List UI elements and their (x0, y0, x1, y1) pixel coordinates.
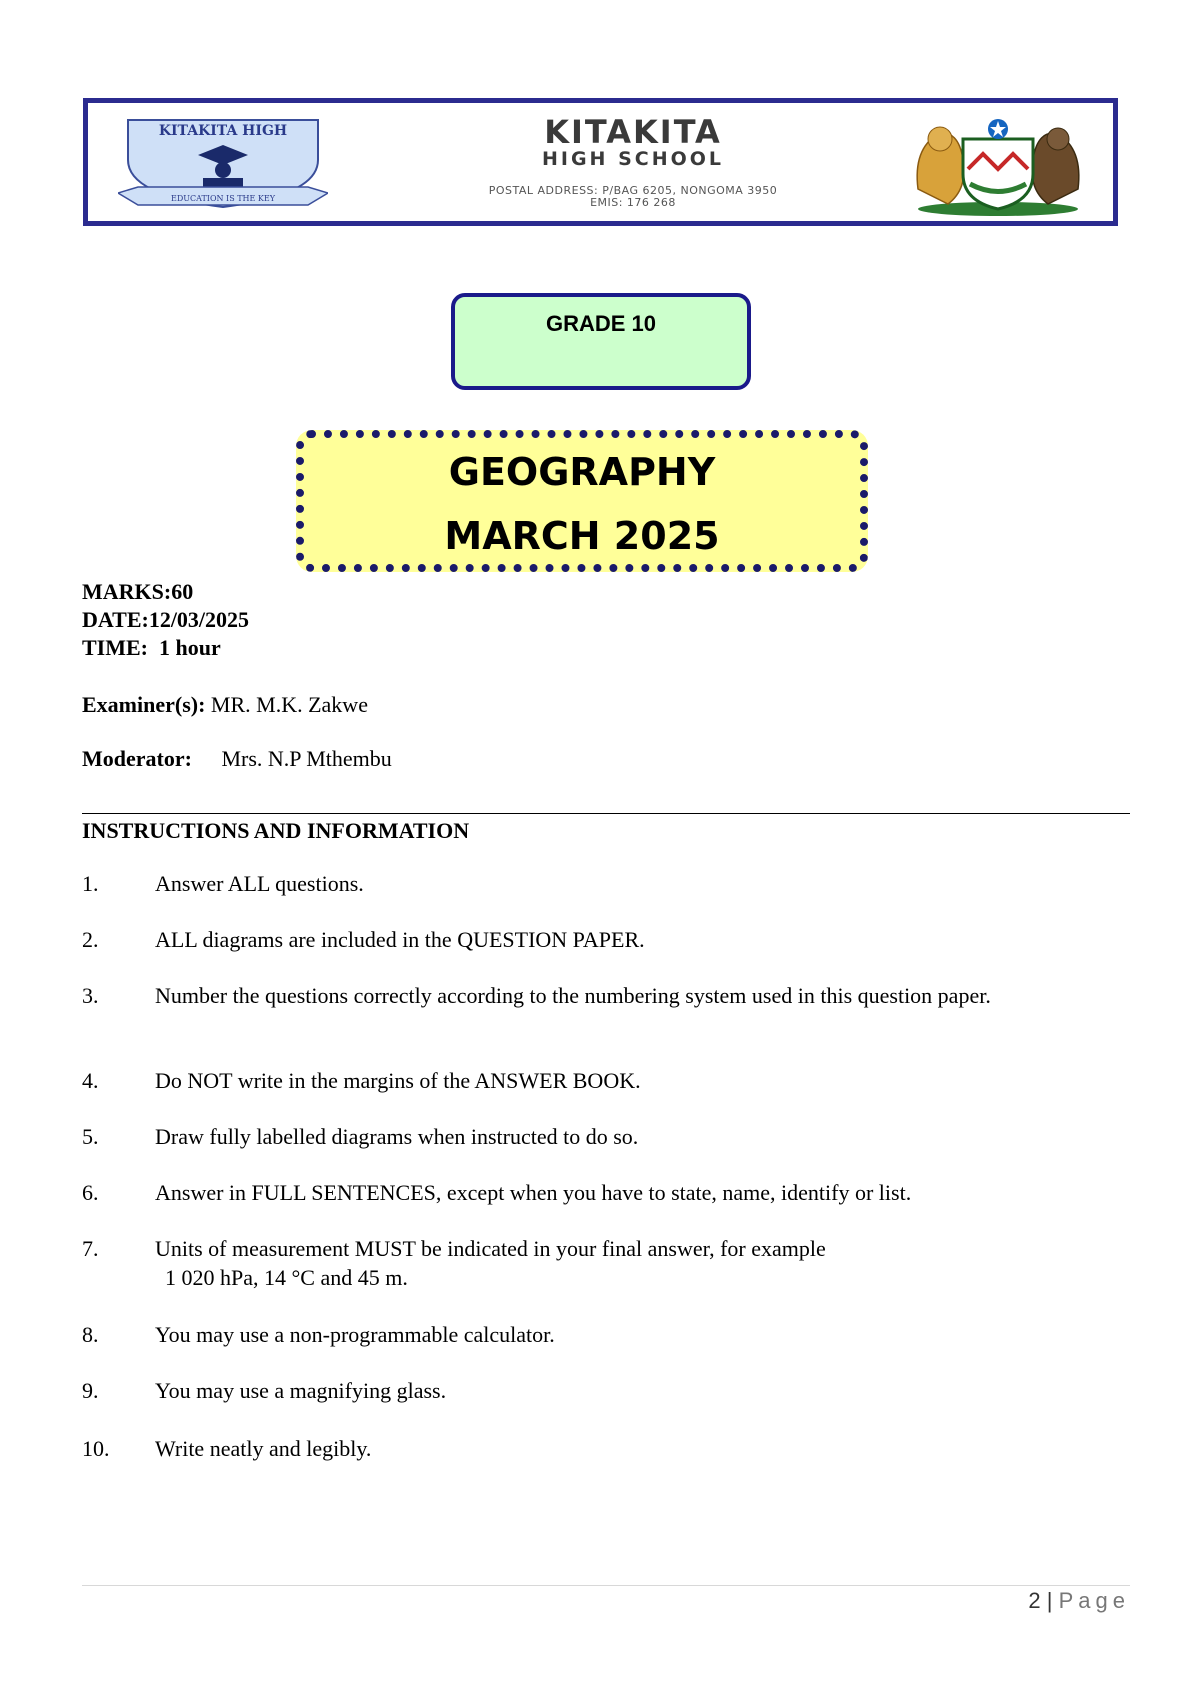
postal-address: POSTAL ADDRESS: P/BAG 6205, NONGOMA 3950 (488, 184, 778, 197)
instruction-number: 9. (82, 1378, 99, 1403)
exam-session: MARCH 2025 (444, 514, 720, 558)
instruction-text: Units of measurement MUST be indicated in your final answer, for example (155, 1236, 826, 1261)
examiner-label: Examiner(s): (82, 692, 206, 717)
instruction-number: 10. (82, 1436, 110, 1461)
instruction-text: Answer ALL questions. (155, 871, 364, 896)
examiner-row (82, 692, 368, 718)
grade-box (451, 293, 751, 390)
instruction-number: 8. (82, 1322, 99, 1347)
instruction-number: 6. (82, 1180, 99, 1205)
coat-of-arms-icon (898, 109, 1098, 217)
footer-divider (82, 1585, 1130, 1586)
instruction-number: 7. (82, 1236, 99, 1261)
postal-info (418, 185, 848, 209)
marks: MARKS:60 (82, 579, 194, 604)
instructions-heading: INSTRUCTIONS AND INFORMATION (82, 818, 470, 843)
moderator-row (82, 746, 392, 772)
crest-text: KITAKITA HIGH (158, 123, 288, 139)
instruction-text: ALL diagrams are included in the QUESTION PAPER. (155, 927, 645, 952)
instruction-text: Number the questions correctly according to the numbering system used in this question paper. (155, 983, 991, 1008)
subject-box (296, 430, 868, 572)
examiner-value: MR. M.K. Zakwe (210, 692, 368, 717)
subject-title: GEOGRAPHY (448, 450, 716, 494)
instruction-text: Answer in FULL SENTENCES, except when you have to state, name, identify or list. (155, 1180, 912, 1205)
time: TIME: 1 hour (82, 635, 221, 660)
instruction-text: You may use a magnifying glass. (155, 1378, 447, 1403)
page-separator: | (1046, 1588, 1053, 1613)
instruction-text: Do NOT write in the margins of the ANSWER BOOK. (155, 1068, 641, 1093)
instruction-text: Write neatly and legibly. (155, 1436, 372, 1461)
instruction-number: 5. (82, 1124, 99, 1149)
instruction-text-continued: 1 020 hPa, 14 °C and 45 m. (165, 1265, 408, 1290)
instruction-number: 3. (82, 983, 99, 1008)
instruction-number: 2. (82, 927, 99, 952)
instruction-text: You may use a non-programmable calculator. (155, 1322, 555, 1347)
school-name (468, 115, 798, 169)
exam-details (82, 578, 249, 662)
school-name-line1: KITAKITA (544, 113, 722, 151)
page-word: Page (1058, 1588, 1130, 1613)
school-header-banner (83, 98, 1118, 226)
school-name-line2: HIGH SCHOOL (541, 148, 725, 170)
emis-number: EMIS: 176 268 (590, 196, 676, 209)
date: DATE:12/03/2025 (82, 607, 250, 632)
instruction-number: 1. (82, 871, 99, 896)
grade-label: GRADE 10 (545, 311, 657, 336)
page-footer (1028, 1588, 1130, 1614)
instruction-number: 4. (82, 1068, 99, 1093)
moderator-value: Mrs. N.P Mthembu (221, 746, 392, 771)
divider (82, 813, 1130, 814)
school-crest-logo (118, 115, 328, 213)
instruction-text: Draw fully labelled diagrams when instructed to do so. (155, 1124, 639, 1149)
moderator-label: Moderator: (82, 746, 192, 771)
crest-motto: EDUCATION IS THE KEY (170, 194, 276, 203)
page-number: 2 (1028, 1588, 1041, 1613)
